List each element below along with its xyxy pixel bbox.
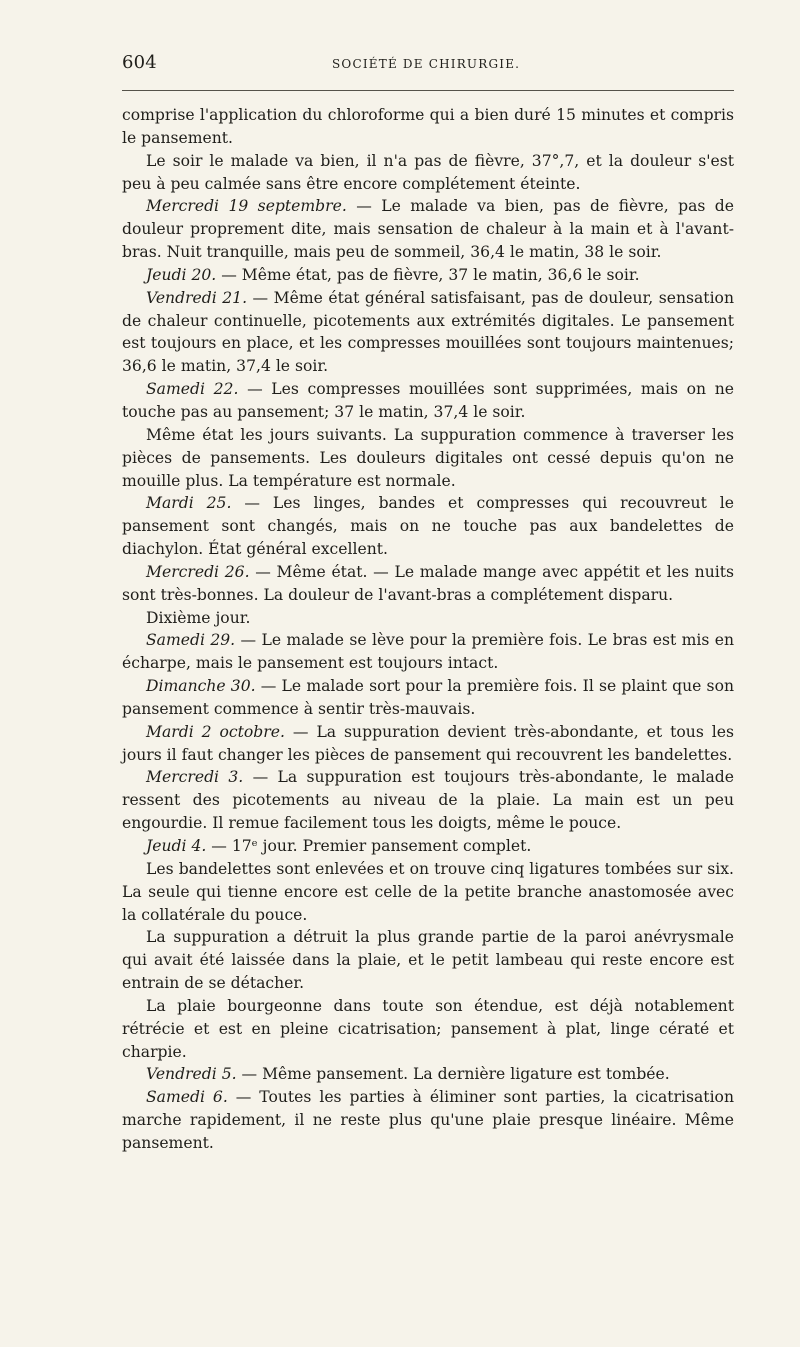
paragraph [122,1063,734,1086]
paragraph [122,607,734,630]
entry-date: Mardi 25. [146,494,232,513]
header-rule [122,90,734,91]
paragraph-text: — Le malade sort pour la première fois. Il se plaint que son pansement commence à sentir très-mauvais. [122,677,734,718]
paragraph-text: — 17ᵉ jour. Premier pansement complet. [206,837,532,855]
paragraph-text: — Même état, pas de fièvre, 37 le matin, 36,6 le soir. [216,265,640,284]
entry-date: Samedi 6. [146,1088,228,1107]
paragraph-text: — Les compresses mouillées sont supprimées, mais on ne touche pas au pansement; 37 le matin, 37,4 le soir. [122,380,734,421]
paragraph [122,721,734,767]
paragraph [122,104,734,150]
paragraph-text: — Même pansement. La dernière ligature est tombée. [236,1065,670,1084]
paragraph-text: Dixième jour. [146,608,251,627]
paragraph [122,675,734,721]
page-number: 604 [122,52,157,73]
paragraph-text: La suppuration a détruit la plus grande partie de la paroi anévrysmale qui avait été laissée dans la plaie, et le petit lambeau qui reste encore est entrain de se détacher. [122,928,734,993]
paragraph [122,561,734,607]
paragraph-text: — La suppuration est toujours très-abondante, le malade ressent des picotements au niveau de la plaie. La main est un peu engourdie. Il remue facilement tous les doigts, même le pouce. [122,768,734,833]
paragraph-text: — Les linges, bandes et compresses qui recouvreut le pansement sont changés, mais on ne touche pas aux bandelettes de diachylon. État général excellent. [122,494,734,559]
paragraph [122,150,734,196]
entry-date: Mercredi 3. [146,768,244,787]
paragraph-text: — Toutes les parties à éliminer sont parties, la cicatrisation marche rapidement, il ne reste plus qu'une plaie presque linéaire. Même pansement. [122,1088,734,1152]
paragraph [122,492,734,561]
running-head: SOCIÉTÉ DE CHIRURGIE. [332,57,521,71]
paragraph-text: — Le malade va bien, pas de fièvre, pas de douleur proprement dite, mais sensation de chaleur à la main et à l'avant-bras. Nuit tranquille, mais peu de sommeil, 36,4 le matin, 38 le soir. [122,197,734,262]
paragraph [122,629,734,675]
entry-date: Jeudi 20. [146,265,217,284]
entry-date: Mardi 2 octobre. [146,722,285,741]
entry-date: Samedi 22. [146,380,239,399]
paragraph [122,424,734,493]
paragraph [122,995,734,1064]
paragraph-text: Même état les jours suivants. La suppuration commence à traverser les pièces de pansements. Les douleurs digitales ont cessé depuis qu'on ne mouille plus. La température est normale. [122,425,734,490]
paragraph [122,287,734,378]
entry-date: Vendredi 21. [146,288,248,307]
paragraph-text: Les bandelettes sont enlevées et on trouve cinq ligatures tombées sur six. La seule qui tienne encore est celle de la petite branche anastomosée avec la collatérale du pouce. [122,859,734,924]
entry-date: Mercredi 26. [146,562,250,581]
body-text [122,104,734,1155]
paragraph-text: — Même état général satisfaisant, pas de douleur, sensation de chaleur continuelle, picotements aux extrémités digitales. Le pansement est toujours en place, et les compresses mouillées sont toujours maintenues; 36,6 le matin, 37,4 le soir. [122,288,734,376]
paragraph-text: comprise l'application du chloroforme qui a bien duré 15 minutes et compris le pansement. [122,106,734,147]
paragraph [122,195,734,264]
paragraph-text: — La suppuration devient très-abondante, et tous les jours il faut changer les pièces de pansement qui recouvrent les bandelettes. [122,722,735,764]
paragraph-text: — Même état. — Le malade mange avec appétit et les nuits sont très-bonnes. La douleur de l'avant-bras a complétement disparu. [122,562,735,604]
paragraph [122,858,734,927]
paragraph-text: Le soir le malade va bien, il n'a pas de fièvre, 37°,7, et la douleur s'est peu à peu calmée sans être encore complétement éteinte. [122,151,734,193]
paragraph [122,835,734,858]
paragraph [122,766,734,835]
entry-date: Jeudi 4. [146,837,207,855]
entry-date: Dimanche 30. [146,677,256,696]
paragraph [122,264,734,287]
paragraph [122,378,734,424]
page-header [122,52,734,76]
entry-date: Mercredi 19 septembre. [146,197,347,216]
paragraph-text: La plaie bourgeonne dans toute son étendue, est déjà notablement rétrécie et est en pleine cicatrisation; pansement à plat, linge cératé et charpie. [122,996,734,1061]
entry-date: Samedi 29. [146,631,236,650]
entry-date: Vendredi 5. [146,1065,237,1084]
paragraph-text: — Le malade se lève pour la première fois. Le bras est mis en écharpe, mais le pansement est toujours intact. [122,631,734,673]
paragraph [122,1086,734,1155]
paragraph [122,926,734,995]
